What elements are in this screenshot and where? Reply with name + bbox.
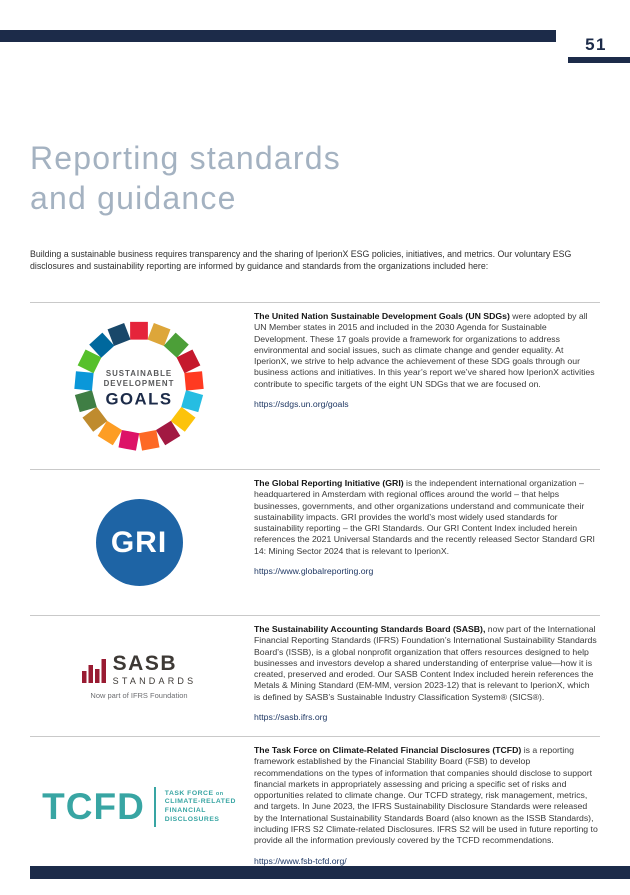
page-number-underline bbox=[568, 57, 630, 63]
sasb-text-cell bbox=[248, 616, 600, 736]
tcfd-lead: The Task Force on Climate-Related Financial Disclosures (TCFD) bbox=[254, 745, 522, 755]
sasb-logo bbox=[82, 653, 197, 700]
footer-rule bbox=[30, 866, 630, 879]
standards-table bbox=[30, 302, 600, 877]
tcfd-line4: DISCLOSURES bbox=[164, 815, 220, 823]
gri-lead: The Global Reporting Initiative (GRI) bbox=[254, 478, 404, 488]
table-row-sasb bbox=[30, 615, 600, 736]
page-number: 51 bbox=[585, 35, 607, 54]
table-row-gri bbox=[30, 469, 600, 615]
tcfd-line1: TASK FORCE bbox=[164, 789, 214, 797]
header-rule bbox=[0, 30, 556, 42]
tcfd-line1-on: on bbox=[215, 790, 224, 797]
sasb-standards-text: STANDARDS bbox=[112, 675, 197, 686]
tcfd-line2: CLIMATE-RELATED bbox=[164, 798, 236, 806]
gri-link[interactable]: https://www.globalreporting.org bbox=[254, 566, 374, 577]
sasb-body: now part of the International Financial Reporting Standards (IFRS) Foundation’s International Sustainability Standards Board’s (ISSB), is a global nonprofit organization that offers resources designed to help businesses and investors develop a shared understanding of enterprise value—how it is created, preserved and eroded. Our SASB Content Index included herein references the Metals & Mining Standard (EM-MM, version 2023-12) that is relevant to IperionX, which is defined by SASB’s Sustainable Industry Classification System® (SICS®). bbox=[254, 624, 597, 702]
tcfd-logo bbox=[42, 787, 236, 827]
svg-text:DEVELOPMENT: DEVELOPMENT bbox=[103, 379, 175, 388]
svg-text:SUSTAINABLE: SUSTAINABLE bbox=[105, 369, 173, 379]
sdg-logo-cell bbox=[30, 303, 248, 469]
tcfd-subtitle bbox=[165, 790, 236, 824]
page-title bbox=[30, 138, 341, 218]
sasb-wordmark bbox=[113, 653, 197, 686]
tcfd-text-cell bbox=[248, 737, 600, 877]
sasb-name-text: SASB bbox=[112, 651, 178, 675]
gri-body: is the independent international organization – headquartered in Amsterdam with regional offices around the world – that helps businesses, governments, and other organizations understand and communicate their sustainability impacts. GRI provides the world’s most widely used standards for sustainability reporting – the GRI Standards. Our GRI Content Index included herein references the 2021 Universal Standards and the recently released Sector Standard GRI 14: Mining Sector 2024 that is relevant to IperionX. bbox=[254, 478, 595, 556]
tcfd-wordmark: TCFD bbox=[42, 786, 145, 828]
sdg-wheel-icon bbox=[65, 312, 213, 460]
sdg-lead: The United Nation Sustainable Development Goals (UN SDGs) bbox=[254, 311, 510, 321]
gri-text-cell bbox=[248, 470, 600, 615]
table-row-tcfd bbox=[30, 736, 600, 877]
sasb-tagline: Now part of IFRS Foundation bbox=[90, 690, 188, 700]
sdg-text-cell bbox=[248, 303, 600, 469]
sasb-bars-icon bbox=[82, 655, 106, 683]
sasb-logo-cell bbox=[30, 616, 248, 736]
tcfd-paragraph bbox=[254, 745, 598, 847]
sasb-paragraph bbox=[254, 624, 598, 703]
sdg-paragraph bbox=[254, 311, 598, 390]
sdg-body: were adopted by all UN Member states in 2015 and included in the 2030 Agenda for Sustainable Development. These 17 goals provide a framework for organizations to address environmental and social issues, such as climate change and gender equality. At IperionX, we strive to help advance the achievement of these SDG goals through our business actions and initiatives. In this year’s report we’ve shared how IperionX activities contribute to specific targets of the eight UN SDGs that we are focused on. bbox=[254, 311, 595, 389]
page-title-line2: and guidance bbox=[30, 180, 237, 216]
intro-text: Building a sustainable business requires transparency and the sharing of IperionX ESG policies, initiatives, and metrics. Our voluntary ESG disclosures and sustainability reporting are informed by guidance and standards from the organizations included here: bbox=[30, 249, 572, 271]
tcfd-link[interactable]: https://www.fsb-tcfd.org/ bbox=[254, 855, 347, 866]
tcfd-line3: FINANCIAL bbox=[164, 806, 206, 814]
table-row-sdg bbox=[30, 302, 600, 469]
svg-text:GOALS: GOALS bbox=[105, 389, 173, 409]
sasb-lead: The Sustainability Accounting Standards Board (SASB), bbox=[254, 624, 486, 634]
page-title-line1: Reporting standards bbox=[30, 140, 341, 176]
gri-logo-cell bbox=[30, 470, 248, 615]
gri-paragraph bbox=[254, 478, 598, 557]
tcfd-divider bbox=[154, 787, 156, 827]
sasb-link[interactable]: https://sasb.ifrs.org bbox=[254, 712, 328, 723]
sdg-link[interactable]: https://sdgs.un.org/goals bbox=[254, 399, 349, 410]
gri-logo-text: GRI bbox=[110, 525, 168, 559]
gri-logo-icon bbox=[96, 499, 183, 586]
tcfd-logo-cell bbox=[30, 737, 248, 877]
tcfd-body: is a reporting framework established by the Financial Stability Board (FSB) to develop recommendations on the types of information that companies should disclose to support financial markets in appropriately assessing and pricing a specific set of risks and opportunities related to climate change. Our TCFD strategy, risk management, metrics, and targets. In June 2023, the IFRS Sustainability Disclosure Standards were released by the International Sustainability Standards Board (also known as the ISSB Standards), including IFRS S2 Climate-related Disclosures. IFRS S2 will be used in future reporting to provide all the information previously covered by the TCFD recommendations. bbox=[254, 745, 598, 846]
